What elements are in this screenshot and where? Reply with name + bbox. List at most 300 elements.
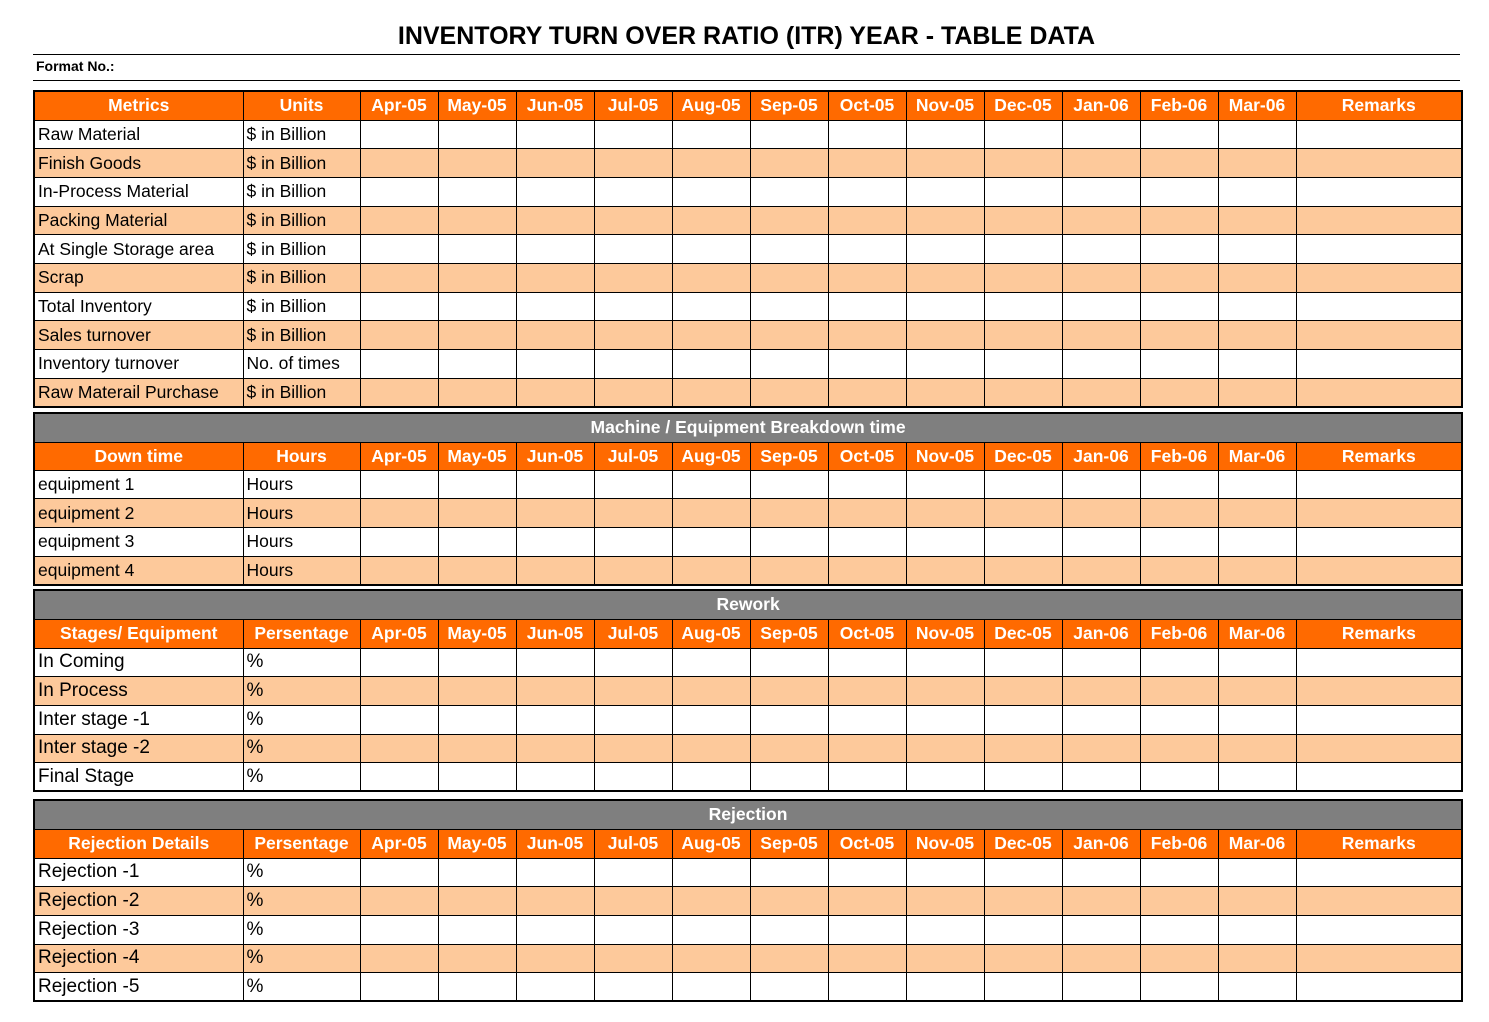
value-cell-feb-06[interactable] <box>1140 206 1218 235</box>
value-cell-feb-06[interactable] <box>1140 149 1218 178</box>
value-cell-apr-05[interactable] <box>360 149 438 178</box>
value-cell-oct-05[interactable] <box>828 677 906 706</box>
value-cell-apr-05[interactable] <box>360 378 438 407</box>
remarks-cell[interactable] <box>1296 734 1462 763</box>
value-cell-mar-06[interactable] <box>1218 177 1296 206</box>
value-cell-apr-05[interactable] <box>360 944 438 973</box>
value-cell-jan-06[interactable] <box>1062 734 1140 763</box>
value-cell-nov-05[interactable] <box>906 321 984 350</box>
value-cell-jun-05[interactable] <box>516 378 594 407</box>
value-cell-feb-06[interactable] <box>1140 858 1218 887</box>
value-cell-jun-05[interactable] <box>516 887 594 916</box>
value-cell-jun-05[interactable] <box>516 763 594 792</box>
value-cell-nov-05[interactable] <box>906 206 984 235</box>
value-cell-jan-06[interactable] <box>1062 858 1140 887</box>
value-cell-mar-06[interactable] <box>1218 378 1296 407</box>
value-cell-sep-05[interactable] <box>750 705 828 734</box>
value-cell-dec-05[interactable] <box>984 499 1062 528</box>
value-cell-dec-05[interactable] <box>984 677 1062 706</box>
value-cell-aug-05[interactable] <box>672 973 750 1002</box>
value-cell-jul-05[interactable] <box>594 648 672 677</box>
value-cell-feb-06[interactable] <box>1140 915 1218 944</box>
value-cell-dec-05[interactable] <box>984 858 1062 887</box>
value-cell-aug-05[interactable] <box>672 858 750 887</box>
value-cell-sep-05[interactable] <box>750 973 828 1002</box>
value-cell-aug-05[interactable] <box>672 321 750 350</box>
value-cell-jul-05[interactable] <box>594 734 672 763</box>
value-cell-feb-06[interactable] <box>1140 177 1218 206</box>
value-cell-jun-05[interactable] <box>516 350 594 379</box>
value-cell-aug-05[interactable] <box>672 944 750 973</box>
value-cell-nov-05[interactable] <box>906 705 984 734</box>
value-cell-apr-05[interactable] <box>360 677 438 706</box>
value-cell-mar-06[interactable] <box>1218 263 1296 292</box>
value-cell-sep-05[interactable] <box>750 734 828 763</box>
value-cell-oct-05[interactable] <box>828 887 906 916</box>
value-cell-oct-05[interactable] <box>828 763 906 792</box>
value-cell-oct-05[interactable] <box>828 973 906 1002</box>
value-cell-feb-06[interactable] <box>1140 321 1218 350</box>
value-cell-aug-05[interactable] <box>672 470 750 499</box>
value-cell-nov-05[interactable] <box>906 915 984 944</box>
value-cell-sep-05[interactable] <box>750 177 828 206</box>
value-cell-sep-05[interactable] <box>750 763 828 792</box>
value-cell-sep-05[interactable] <box>750 556 828 585</box>
value-cell-apr-05[interactable] <box>360 858 438 887</box>
value-cell-jan-06[interactable] <box>1062 705 1140 734</box>
value-cell-dec-05[interactable] <box>984 915 1062 944</box>
value-cell-apr-05[interactable] <box>360 235 438 264</box>
value-cell-jun-05[interactable] <box>516 858 594 887</box>
value-cell-nov-05[interactable] <box>906 177 984 206</box>
value-cell-nov-05[interactable] <box>906 499 984 528</box>
value-cell-aug-05[interactable] <box>672 677 750 706</box>
value-cell-feb-06[interactable] <box>1140 973 1218 1002</box>
value-cell-aug-05[interactable] <box>672 734 750 763</box>
value-cell-dec-05[interactable] <box>984 177 1062 206</box>
value-cell-dec-05[interactable] <box>984 378 1062 407</box>
value-cell-dec-05[interactable] <box>984 350 1062 379</box>
value-cell-feb-06[interactable] <box>1140 527 1218 556</box>
remarks-cell[interactable] <box>1296 648 1462 677</box>
value-cell-jun-05[interactable] <box>516 499 594 528</box>
value-cell-nov-05[interactable] <box>906 120 984 149</box>
value-cell-may-05[interactable] <box>438 470 516 499</box>
value-cell-apr-05[interactable] <box>360 499 438 528</box>
value-cell-jan-06[interactable] <box>1062 648 1140 677</box>
value-cell-sep-05[interactable] <box>750 292 828 321</box>
value-cell-sep-05[interactable] <box>750 149 828 178</box>
value-cell-may-05[interactable] <box>438 858 516 887</box>
value-cell-apr-05[interactable] <box>360 763 438 792</box>
value-cell-mar-06[interactable] <box>1218 235 1296 264</box>
value-cell-mar-06[interactable] <box>1218 973 1296 1002</box>
value-cell-jun-05[interactable] <box>516 944 594 973</box>
value-cell-jul-05[interactable] <box>594 677 672 706</box>
value-cell-jun-05[interactable] <box>516 263 594 292</box>
value-cell-jun-05[interactable] <box>516 556 594 585</box>
value-cell-sep-05[interactable] <box>750 378 828 407</box>
value-cell-jul-05[interactable] <box>594 263 672 292</box>
value-cell-oct-05[interactable] <box>828 120 906 149</box>
value-cell-apr-05[interactable] <box>360 206 438 235</box>
value-cell-feb-06[interactable] <box>1140 734 1218 763</box>
remarks-cell[interactable] <box>1296 378 1462 407</box>
remarks-cell[interactable] <box>1296 470 1462 499</box>
value-cell-oct-05[interactable] <box>828 470 906 499</box>
value-cell-jan-06[interactable] <box>1062 527 1140 556</box>
value-cell-sep-05[interactable] <box>750 350 828 379</box>
value-cell-mar-06[interactable] <box>1218 556 1296 585</box>
value-cell-dec-05[interactable] <box>984 263 1062 292</box>
value-cell-dec-05[interactable] <box>984 887 1062 916</box>
value-cell-nov-05[interactable] <box>906 292 984 321</box>
value-cell-feb-06[interactable] <box>1140 263 1218 292</box>
value-cell-aug-05[interactable] <box>672 887 750 916</box>
value-cell-oct-05[interactable] <box>828 527 906 556</box>
value-cell-jun-05[interactable] <box>516 321 594 350</box>
remarks-cell[interactable] <box>1296 206 1462 235</box>
value-cell-feb-06[interactable] <box>1140 705 1218 734</box>
value-cell-aug-05[interactable] <box>672 235 750 264</box>
value-cell-jan-06[interactable] <box>1062 677 1140 706</box>
value-cell-dec-05[interactable] <box>984 321 1062 350</box>
value-cell-nov-05[interactable] <box>906 378 984 407</box>
value-cell-may-05[interactable] <box>438 177 516 206</box>
value-cell-nov-05[interactable] <box>906 734 984 763</box>
value-cell-apr-05[interactable] <box>360 556 438 585</box>
value-cell-sep-05[interactable] <box>750 120 828 149</box>
value-cell-mar-06[interactable] <box>1218 734 1296 763</box>
value-cell-dec-05[interactable] <box>984 944 1062 973</box>
value-cell-oct-05[interactable] <box>828 858 906 887</box>
value-cell-mar-06[interactable] <box>1218 292 1296 321</box>
value-cell-sep-05[interactable] <box>750 858 828 887</box>
value-cell-jun-05[interactable] <box>516 705 594 734</box>
value-cell-dec-05[interactable] <box>984 206 1062 235</box>
value-cell-sep-05[interactable] <box>750 944 828 973</box>
value-cell-oct-05[interactable] <box>828 915 906 944</box>
value-cell-aug-05[interactable] <box>672 705 750 734</box>
value-cell-jun-05[interactable] <box>516 915 594 944</box>
value-cell-aug-05[interactable] <box>672 378 750 407</box>
value-cell-sep-05[interactable] <box>750 677 828 706</box>
value-cell-jun-05[interactable] <box>516 973 594 1002</box>
value-cell-nov-05[interactable] <box>906 350 984 379</box>
value-cell-oct-05[interactable] <box>828 149 906 178</box>
value-cell-may-05[interactable] <box>438 556 516 585</box>
remarks-cell[interactable] <box>1296 292 1462 321</box>
value-cell-may-05[interactable] <box>438 292 516 321</box>
value-cell-may-05[interactable] <box>438 235 516 264</box>
value-cell-jul-05[interactable] <box>594 350 672 379</box>
value-cell-jul-05[interactable] <box>594 149 672 178</box>
value-cell-jul-05[interactable] <box>594 120 672 149</box>
value-cell-feb-06[interactable] <box>1140 499 1218 528</box>
value-cell-nov-05[interactable] <box>906 470 984 499</box>
value-cell-aug-05[interactable] <box>672 206 750 235</box>
value-cell-sep-05[interactable] <box>750 499 828 528</box>
value-cell-may-05[interactable] <box>438 677 516 706</box>
remarks-cell[interactable] <box>1296 177 1462 206</box>
remarks-cell[interactable] <box>1296 705 1462 734</box>
value-cell-jul-05[interactable] <box>594 206 672 235</box>
value-cell-sep-05[interactable] <box>750 648 828 677</box>
value-cell-jan-06[interactable] <box>1062 321 1140 350</box>
value-cell-may-05[interactable] <box>438 527 516 556</box>
value-cell-may-05[interactable] <box>438 499 516 528</box>
value-cell-dec-05[interactable] <box>984 973 1062 1002</box>
value-cell-jul-05[interactable] <box>594 944 672 973</box>
value-cell-dec-05[interactable] <box>984 120 1062 149</box>
remarks-cell[interactable] <box>1296 887 1462 916</box>
value-cell-oct-05[interactable] <box>828 734 906 763</box>
value-cell-aug-05[interactable] <box>672 648 750 677</box>
value-cell-apr-05[interactable] <box>360 527 438 556</box>
value-cell-apr-05[interactable] <box>360 887 438 916</box>
value-cell-jul-05[interactable] <box>594 858 672 887</box>
value-cell-aug-05[interactable] <box>672 263 750 292</box>
value-cell-may-05[interactable] <box>438 149 516 178</box>
value-cell-apr-05[interactable] <box>360 470 438 499</box>
value-cell-jan-06[interactable] <box>1062 887 1140 916</box>
value-cell-may-05[interactable] <box>438 263 516 292</box>
value-cell-nov-05[interactable] <box>906 149 984 178</box>
value-cell-jan-06[interactable] <box>1062 177 1140 206</box>
value-cell-apr-05[interactable] <box>360 321 438 350</box>
value-cell-jun-05[interactable] <box>516 177 594 206</box>
value-cell-jul-05[interactable] <box>594 973 672 1002</box>
value-cell-jun-05[interactable] <box>516 149 594 178</box>
value-cell-may-05[interactable] <box>438 973 516 1002</box>
value-cell-nov-05[interactable] <box>906 235 984 264</box>
value-cell-sep-05[interactable] <box>750 235 828 264</box>
value-cell-jul-05[interactable] <box>594 499 672 528</box>
value-cell-apr-05[interactable] <box>360 648 438 677</box>
value-cell-jan-06[interactable] <box>1062 763 1140 792</box>
value-cell-sep-05[interactable] <box>750 915 828 944</box>
value-cell-jul-05[interactable] <box>594 887 672 916</box>
value-cell-apr-05[interactable] <box>360 915 438 944</box>
value-cell-dec-05[interactable] <box>984 734 1062 763</box>
value-cell-feb-06[interactable] <box>1140 556 1218 585</box>
value-cell-jan-06[interactable] <box>1062 263 1140 292</box>
value-cell-nov-05[interactable] <box>906 677 984 706</box>
remarks-cell[interactable] <box>1296 263 1462 292</box>
value-cell-oct-05[interactable] <box>828 499 906 528</box>
value-cell-oct-05[interactable] <box>828 235 906 264</box>
remarks-cell[interactable] <box>1296 527 1462 556</box>
value-cell-aug-05[interactable] <box>672 556 750 585</box>
value-cell-mar-06[interactable] <box>1218 120 1296 149</box>
value-cell-jun-05[interactable] <box>516 292 594 321</box>
value-cell-nov-05[interactable] <box>906 556 984 585</box>
value-cell-apr-05[interactable] <box>360 973 438 1002</box>
value-cell-jun-05[interactable] <box>516 470 594 499</box>
value-cell-sep-05[interactable] <box>750 470 828 499</box>
value-cell-sep-05[interactable] <box>750 321 828 350</box>
value-cell-aug-05[interactable] <box>672 915 750 944</box>
value-cell-jan-06[interactable] <box>1062 120 1140 149</box>
value-cell-mar-06[interactable] <box>1218 149 1296 178</box>
value-cell-dec-05[interactable] <box>984 556 1062 585</box>
value-cell-mar-06[interactable] <box>1218 470 1296 499</box>
value-cell-feb-06[interactable] <box>1140 350 1218 379</box>
value-cell-apr-05[interactable] <box>360 177 438 206</box>
value-cell-oct-05[interactable] <box>828 944 906 973</box>
value-cell-jul-05[interactable] <box>594 763 672 792</box>
value-cell-may-05[interactable] <box>438 887 516 916</box>
value-cell-apr-05[interactable] <box>360 705 438 734</box>
value-cell-mar-06[interactable] <box>1218 677 1296 706</box>
value-cell-nov-05[interactable] <box>906 527 984 556</box>
value-cell-dec-05[interactable] <box>984 470 1062 499</box>
value-cell-may-05[interactable] <box>438 120 516 149</box>
value-cell-sep-05[interactable] <box>750 263 828 292</box>
value-cell-jul-05[interactable] <box>594 321 672 350</box>
value-cell-jun-05[interactable] <box>516 206 594 235</box>
value-cell-oct-05[interactable] <box>828 321 906 350</box>
remarks-cell[interactable] <box>1296 556 1462 585</box>
remarks-cell[interactable] <box>1296 858 1462 887</box>
value-cell-jun-05[interactable] <box>516 648 594 677</box>
remarks-cell[interactable] <box>1296 235 1462 264</box>
value-cell-oct-05[interactable] <box>828 292 906 321</box>
value-cell-oct-05[interactable] <box>828 705 906 734</box>
value-cell-may-05[interactable] <box>438 763 516 792</box>
value-cell-feb-06[interactable] <box>1140 235 1218 264</box>
value-cell-may-05[interactable] <box>438 648 516 677</box>
value-cell-apr-05[interactable] <box>360 292 438 321</box>
value-cell-jun-05[interactable] <box>516 527 594 556</box>
value-cell-aug-05[interactable] <box>672 499 750 528</box>
remarks-cell[interactable] <box>1296 944 1462 973</box>
value-cell-mar-06[interactable] <box>1218 887 1296 916</box>
value-cell-oct-05[interactable] <box>828 556 906 585</box>
value-cell-jan-06[interactable] <box>1062 499 1140 528</box>
value-cell-jun-05[interactable] <box>516 235 594 264</box>
value-cell-jan-06[interactable] <box>1062 556 1140 585</box>
value-cell-feb-06[interactable] <box>1140 292 1218 321</box>
value-cell-feb-06[interactable] <box>1140 887 1218 916</box>
value-cell-feb-06[interactable] <box>1140 944 1218 973</box>
value-cell-dec-05[interactable] <box>984 705 1062 734</box>
remarks-cell[interactable] <box>1296 350 1462 379</box>
value-cell-jul-05[interactable] <box>594 378 672 407</box>
value-cell-aug-05[interactable] <box>672 527 750 556</box>
value-cell-may-05[interactable] <box>438 705 516 734</box>
value-cell-may-05[interactable] <box>438 944 516 973</box>
value-cell-oct-05[interactable] <box>828 350 906 379</box>
value-cell-mar-06[interactable] <box>1218 206 1296 235</box>
value-cell-jun-05[interactable] <box>516 677 594 706</box>
value-cell-jul-05[interactable] <box>594 470 672 499</box>
value-cell-aug-05[interactable] <box>672 350 750 379</box>
remarks-cell[interactable] <box>1296 120 1462 149</box>
value-cell-apr-05[interactable] <box>360 734 438 763</box>
value-cell-may-05[interactable] <box>438 378 516 407</box>
remarks-cell[interactable] <box>1296 499 1462 528</box>
value-cell-jul-05[interactable] <box>594 527 672 556</box>
value-cell-jan-06[interactable] <box>1062 235 1140 264</box>
value-cell-mar-06[interactable] <box>1218 944 1296 973</box>
value-cell-oct-05[interactable] <box>828 206 906 235</box>
value-cell-aug-05[interactable] <box>672 763 750 792</box>
value-cell-may-05[interactable] <box>438 350 516 379</box>
value-cell-oct-05[interactable] <box>828 648 906 677</box>
value-cell-sep-05[interactable] <box>750 887 828 916</box>
value-cell-dec-05[interactable] <box>984 235 1062 264</box>
value-cell-feb-06[interactable] <box>1140 378 1218 407</box>
remarks-cell[interactable] <box>1296 321 1462 350</box>
value-cell-mar-06[interactable] <box>1218 321 1296 350</box>
value-cell-sep-05[interactable] <box>750 206 828 235</box>
value-cell-jul-05[interactable] <box>594 235 672 264</box>
value-cell-feb-06[interactable] <box>1140 470 1218 499</box>
value-cell-dec-05[interactable] <box>984 149 1062 178</box>
remarks-cell[interactable] <box>1296 677 1462 706</box>
value-cell-may-05[interactable] <box>438 915 516 944</box>
value-cell-mar-06[interactable] <box>1218 763 1296 792</box>
value-cell-apr-05[interactable] <box>360 263 438 292</box>
value-cell-nov-05[interactable] <box>906 973 984 1002</box>
value-cell-jul-05[interactable] <box>594 556 672 585</box>
value-cell-dec-05[interactable] <box>984 648 1062 677</box>
value-cell-aug-05[interactable] <box>672 149 750 178</box>
value-cell-may-05[interactable] <box>438 321 516 350</box>
value-cell-mar-06[interactable] <box>1218 705 1296 734</box>
value-cell-mar-06[interactable] <box>1218 858 1296 887</box>
value-cell-apr-05[interactable] <box>360 350 438 379</box>
value-cell-feb-06[interactable] <box>1140 120 1218 149</box>
value-cell-jul-05[interactable] <box>594 292 672 321</box>
value-cell-dec-05[interactable] <box>984 763 1062 792</box>
value-cell-dec-05[interactable] <box>984 527 1062 556</box>
value-cell-mar-06[interactable] <box>1218 350 1296 379</box>
value-cell-jan-06[interactable] <box>1062 292 1140 321</box>
value-cell-jan-06[interactable] <box>1062 915 1140 944</box>
value-cell-jan-06[interactable] <box>1062 149 1140 178</box>
value-cell-feb-06[interactable] <box>1140 648 1218 677</box>
remarks-cell[interactable] <box>1296 763 1462 792</box>
value-cell-mar-06[interactable] <box>1218 527 1296 556</box>
value-cell-dec-05[interactable] <box>984 292 1062 321</box>
value-cell-nov-05[interactable] <box>906 648 984 677</box>
remarks-cell[interactable] <box>1296 915 1462 944</box>
value-cell-mar-06[interactable] <box>1218 499 1296 528</box>
value-cell-mar-06[interactable] <box>1218 915 1296 944</box>
remarks-cell[interactable] <box>1296 973 1462 1002</box>
value-cell-oct-05[interactable] <box>828 263 906 292</box>
value-cell-jan-06[interactable] <box>1062 944 1140 973</box>
value-cell-jul-05[interactable] <box>594 705 672 734</box>
value-cell-nov-05[interactable] <box>906 858 984 887</box>
value-cell-may-05[interactable] <box>438 734 516 763</box>
value-cell-aug-05[interactable] <box>672 120 750 149</box>
value-cell-jan-06[interactable] <box>1062 378 1140 407</box>
value-cell-jan-06[interactable] <box>1062 206 1140 235</box>
value-cell-jan-06[interactable] <box>1062 973 1140 1002</box>
value-cell-jan-06[interactable] <box>1062 470 1140 499</box>
value-cell-mar-06[interactable] <box>1218 648 1296 677</box>
value-cell-jun-05[interactable] <box>516 120 594 149</box>
remarks-cell[interactable] <box>1296 149 1462 178</box>
value-cell-oct-05[interactable] <box>828 378 906 407</box>
value-cell-nov-05[interactable] <box>906 887 984 916</box>
value-cell-aug-05[interactable] <box>672 292 750 321</box>
value-cell-sep-05[interactable] <box>750 527 828 556</box>
value-cell-jan-06[interactable] <box>1062 350 1140 379</box>
